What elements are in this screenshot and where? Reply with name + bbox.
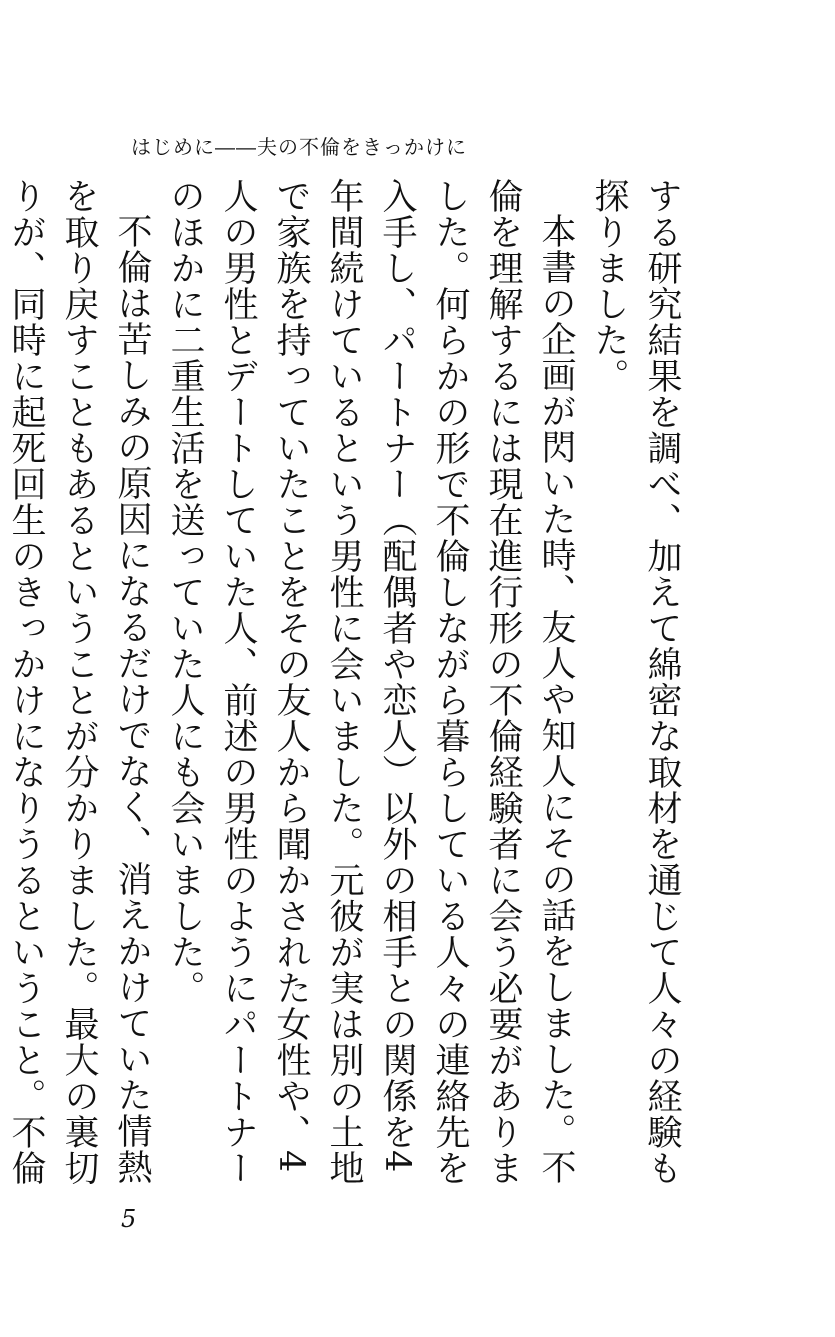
- page-number: 5: [121, 1205, 137, 1233]
- paragraph: 不倫は苦しみの原因になるだけでなく、消えかけていた情熱を取り戻すこともあるということが分かりました。最大の裏切りが、同時に起死回生のきっかけになりうるということ。不倫: [6, 178, 152, 1186]
- running-head: はじめに――夫の不倫をきっかけに: [131, 135, 467, 159]
- paragraph: 本書の企画が閃いた時、友人や知人にその話をしました。不倫を理解するには現在進行形の不倫経験者に会う必要がありました。何らかの形で不倫しながら暮らしている人々の連絡先を入手し、パートナー（配偶者や恋人）以外の相手との関係を4年間続けているという男性に会いました。元彼が実は別の土地で家族を持っていたことをその友人から聞かされた女性や、4人の男性とデートしていた人、前述の男性のようにパートナーのほかに二重生活を送っていた人にも会いました。: [165, 178, 576, 1186]
- paragraph: する研究結果を調べ、加えて綿密な取材を通じて人々の経験も探りました。: [589, 178, 682, 1186]
- body-text: [6, 178, 688, 1190]
